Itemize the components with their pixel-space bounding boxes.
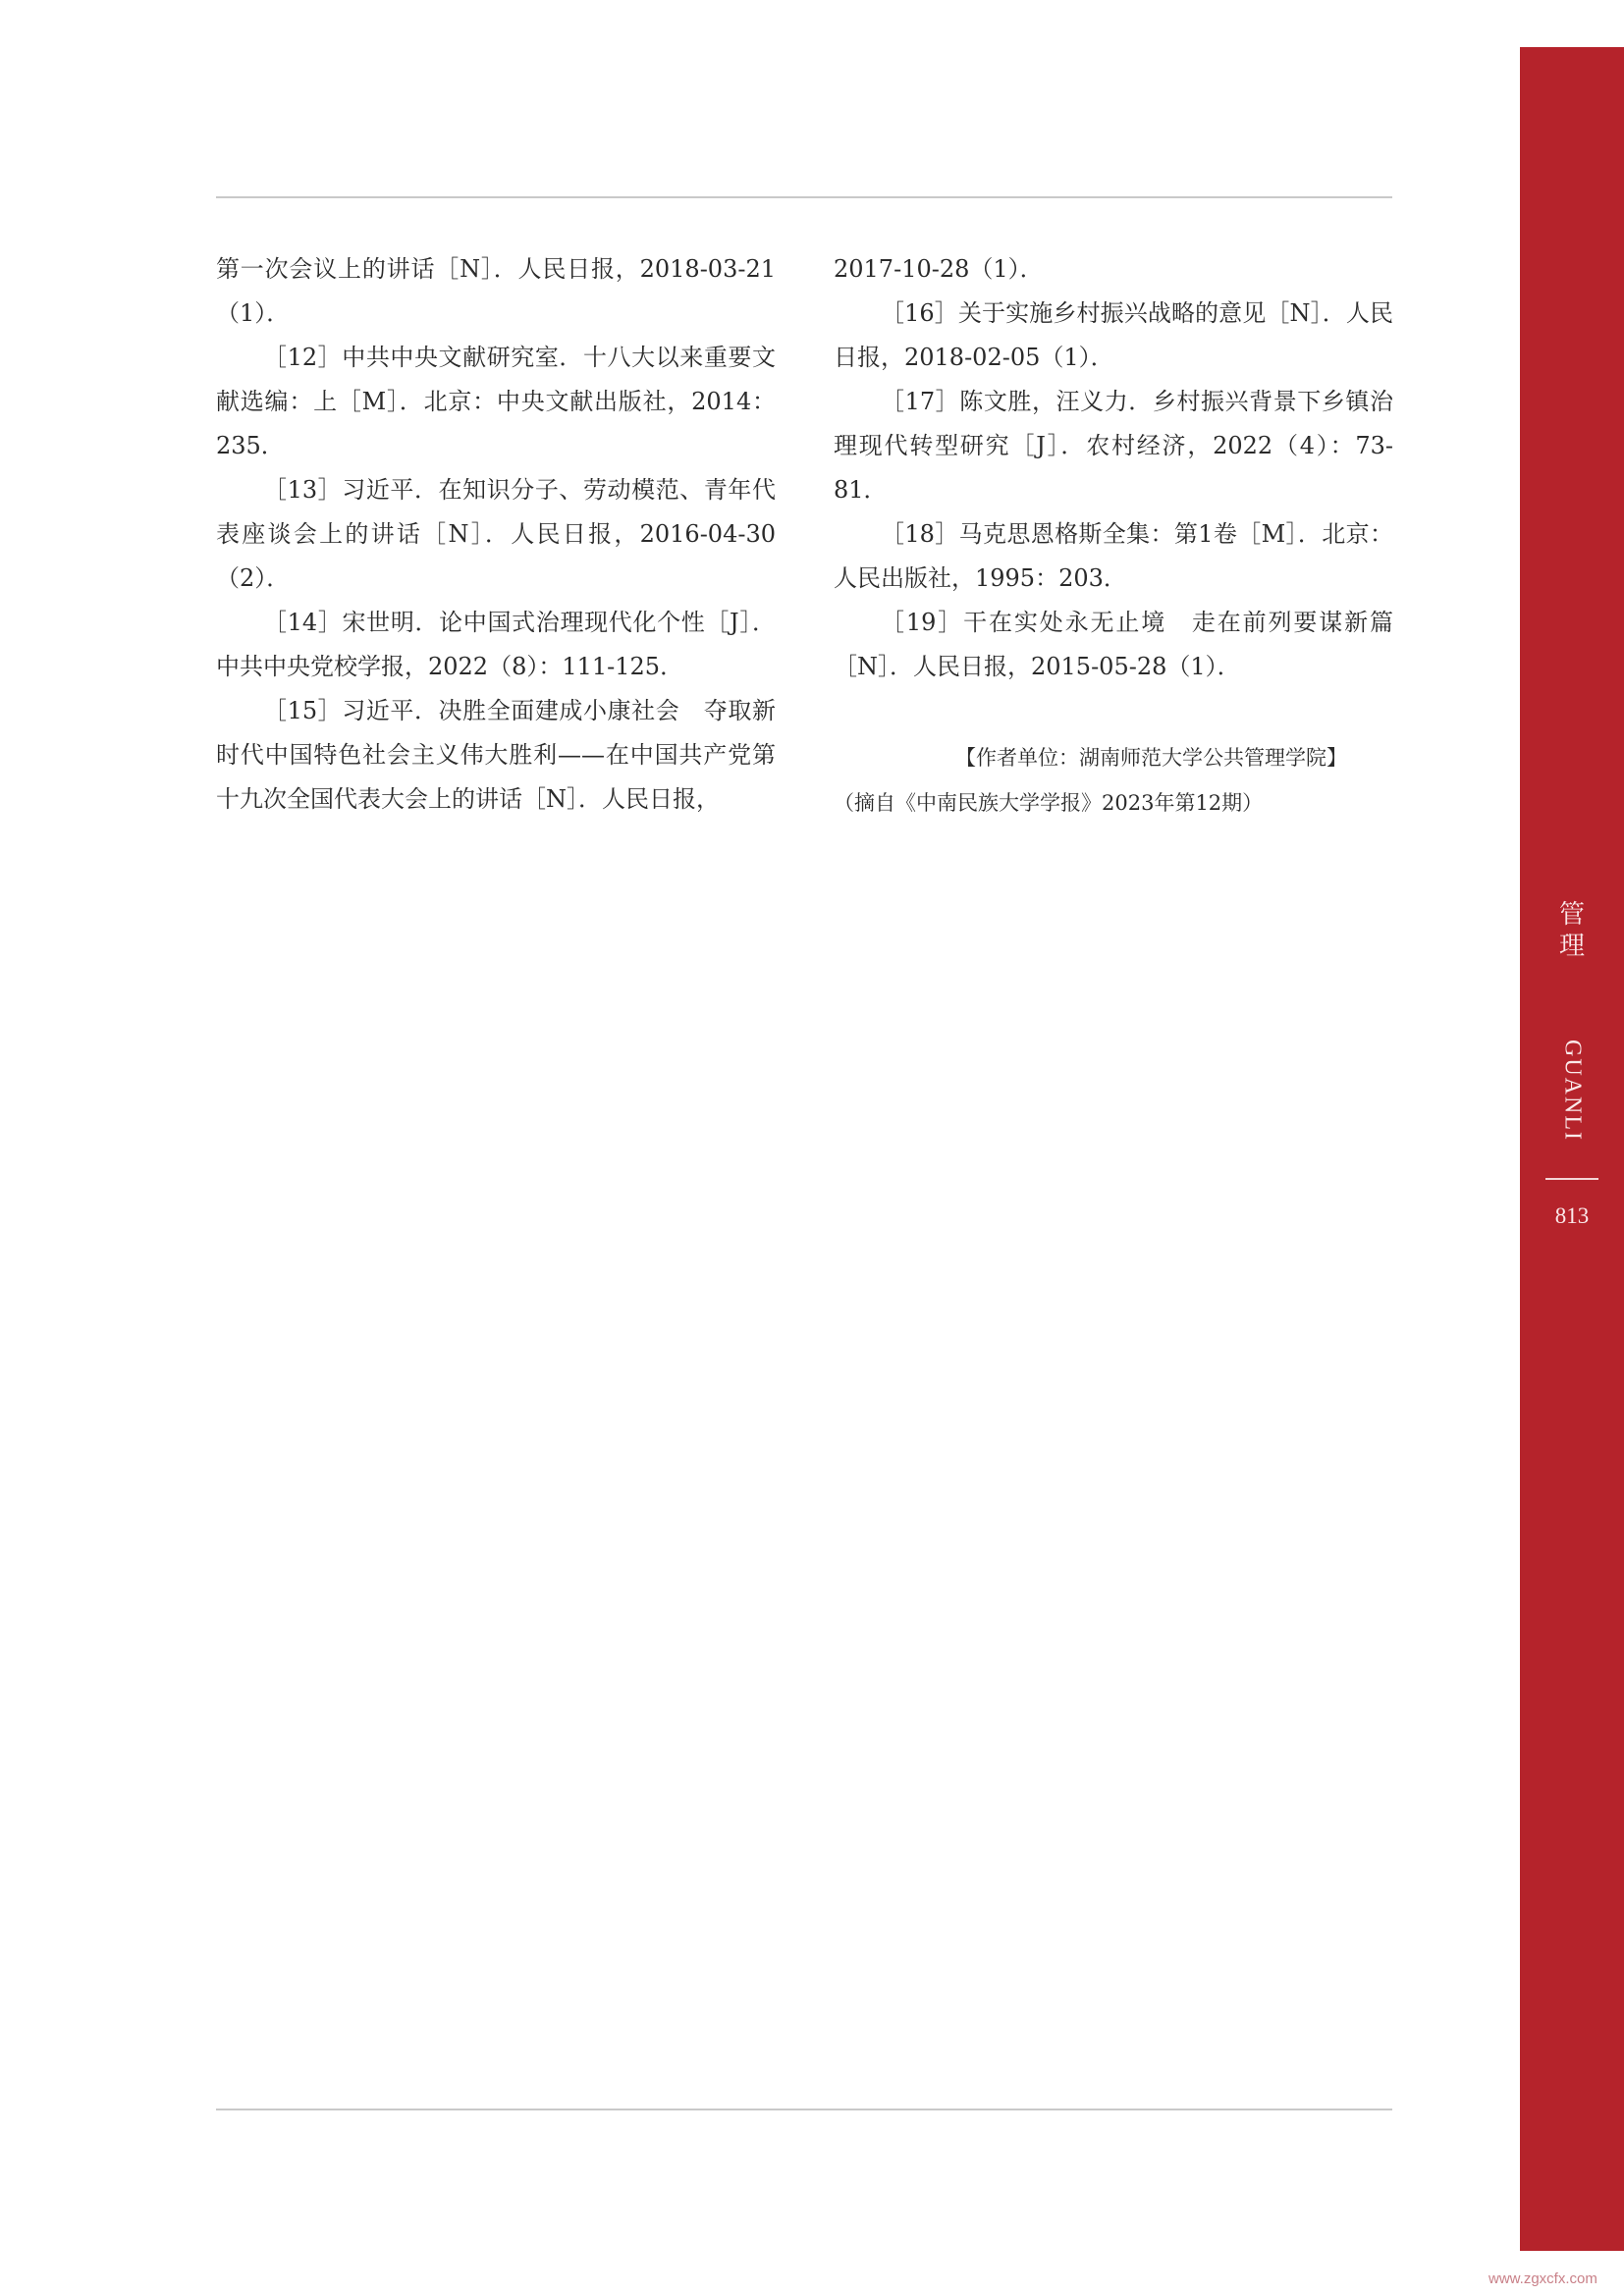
section-title-latin: GUANLI	[1559, 1040, 1586, 1142]
author-affiliation: 【作者单位：湖南师范大学公共管理学院】	[955, 746, 1347, 770]
reference-12: ［12］中共中央文献研究室．十八大以来重要文献选编：上［M］．北京：中央文献出版社，2014：235．	[216, 344, 776, 459]
reference-15-continuation: 2017-10-28（1）．	[834, 255, 1044, 283]
reference-13: ［13］习近平．在知识分子、劳动模范、青年代表座谈会上的讲话［N］．人民日报，2016-04-30（2）．	[216, 476, 776, 592]
page-number: 813	[1554, 1203, 1590, 1228]
footer-rule	[216, 2109, 1392, 2110]
reference-16: ［16］关于实施乡村振兴战略的意见［N］．人民日报，2018-02-05（1）．	[834, 299, 1393, 371]
section-title-char: 理	[1558, 932, 1585, 961]
header-rule	[216, 196, 1392, 198]
section-sidebar	[1520, 47, 1624, 2251]
references-column-right	[834, 247, 1393, 689]
reference-18: ［18］马克思恩格斯全集：第1卷［M］．北京：人民出版社，1995：203．	[834, 520, 1393, 592]
reference-continuation: 第一次会议上的讲话［N］．人民日报，2018-03-21（1）．	[216, 255, 776, 327]
source-note: （摘自《中南民族大学学报》2023年第12期）	[834, 791, 1264, 815]
section-title-chars	[1520, 899, 1624, 962]
reference-15: ［15］习近平．决胜全面建成小康社会 夺取新时代中国特色社会主义伟大胜利——在中国共产党第十九次全国代表大会上的讲话［N］．人民日报，	[216, 697, 776, 813]
sidebar-divider	[1545, 1178, 1598, 1180]
reference-17: ［17］陈文胜，汪义力．乡村振兴背景下乡镇治理现代转型研究［J］．农村经济，2022（4）：73-81．	[834, 388, 1393, 504]
reference-19: ［19］干在实处永无止境 走在前列要谋新篇［N］．人民日报，2015-05-28（1）．	[834, 609, 1393, 680]
section-title-char: 管	[1558, 900, 1585, 930]
section-title-latin-wrap	[1551, 1037, 1593, 1145]
references-column-left	[216, 247, 776, 822]
site-watermark: www.zgxcfx.com	[1489, 2270, 1597, 2287]
reference-14: ［14］宋世明．论中国式治理现代化个性［J］．中共中央党校学报，2022（8）：111-125．	[216, 609, 776, 680]
section-title-cn	[1520, 899, 1624, 962]
